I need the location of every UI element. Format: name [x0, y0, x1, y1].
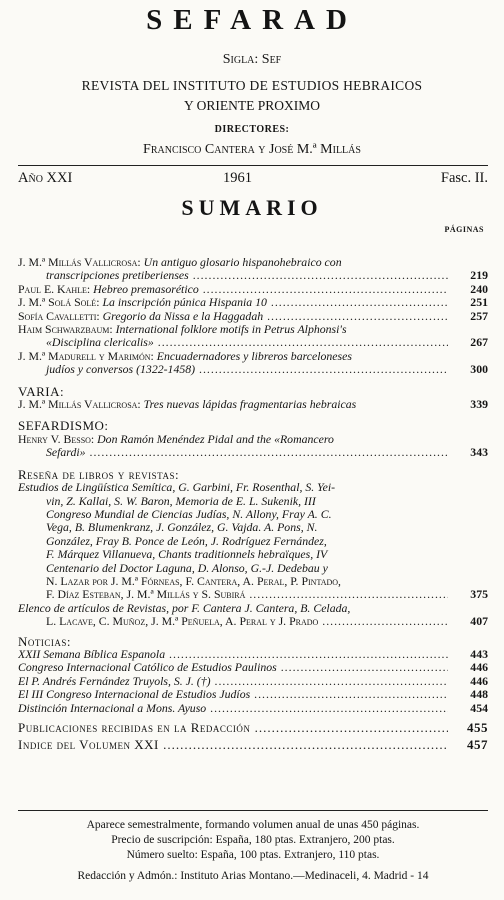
article-title: Tres nuevas lápidas fragmentarias hebraicas [143, 398, 357, 412]
toc-entry [18, 688, 488, 701]
issue-year: 1961 [223, 170, 252, 186]
article-title: International folklore motifs in Petrus Alphonsi's [115, 323, 347, 337]
sigla: Sigla: Sef [222, 52, 282, 67]
fascicle: Fasc. II. [440, 170, 488, 186]
directores-label: DIRECTORES: [214, 124, 290, 135]
news-title: El P. Andrés Fernández Truyols, S. J. (†) [18, 674, 211, 688]
indice-label: Indice del Volumen XXI [18, 738, 159, 752]
review-line: F. Márquez Villanueva, Chants traditionnels hebraïques, IV [46, 548, 328, 562]
article-page: 343 [470, 445, 488, 460]
article-title-cont: judíos y conversos (1322-1458) [46, 363, 196, 377]
news-title: XXII Semana Bíblica Espanola [18, 647, 166, 661]
toc-entry [18, 310, 488, 323]
article-page: 267 [470, 335, 488, 350]
editors: Francisco Cantera y José M.ª Millás [143, 142, 361, 157]
article-author: J. M.ª Solá Solé: [18, 296, 100, 310]
article-page: 240 [470, 281, 488, 296]
toc-entry [18, 675, 488, 688]
publicaciones-label: Publicaciones recibidas en la Redacción [18, 721, 251, 735]
toc-entry [18, 296, 488, 309]
article-page: 443 [470, 646, 488, 661]
summary-title: SUMARIO [181, 195, 323, 220]
toc-entry [18, 702, 488, 715]
review-line: Elenco de artículos de Revistas, por F. Cantera J. Cantera, B. Celada, [18, 601, 351, 615]
review-line: Vega, B. Blumenkranz, J. González, G. Vajda. A. Pons, N. [46, 521, 318, 535]
article-page: 257 [470, 308, 488, 323]
footer-line3: Número suelto: España, 100 ptas. Extranjero, 110 ptas. [126, 849, 380, 861]
review-line: Estudios de Lingüística Semítica, G. Garbini, Fr. Rosenthal, S. Yei- [18, 481, 336, 495]
article-title-cont: transcripciones pretiberienses [46, 269, 189, 283]
article-page: 448 [470, 687, 488, 702]
toc-entry [18, 648, 488, 661]
toc-entry [18, 602, 488, 629]
toc-entry [18, 323, 488, 350]
toc-entry [18, 661, 488, 674]
article-title: La inscripción púnica Hispania 10 [102, 296, 267, 310]
toc-entry [18, 350, 488, 377]
news-title: Distinción Internacional a Mons. Ayuso [18, 701, 207, 715]
article-page: 300 [470, 362, 488, 377]
volume-year: Año XXI [18, 170, 73, 186]
footer-line2: Precio de suscripción: España, 180 ptas. Extranjero, 200 ptas. [111, 834, 395, 846]
article-title: Gregorio da Nissa e la Haggadah [102, 309, 264, 323]
review-line: F. Díaz Esteban, J. M.ª Millás y S. Subirá [46, 588, 246, 602]
pages-label: PÁGINAS [444, 225, 484, 234]
article-author: Henry V. Besso: [18, 432, 95, 446]
toc-entry [18, 433, 488, 460]
article-page: 407 [470, 614, 488, 629]
article-page: 446 [470, 660, 488, 675]
review-line: González, Fray B. Ponce de León, J. Rodríguez Fernández, [46, 534, 327, 548]
toc-entry [18, 256, 488, 283]
article-page: 251 [470, 295, 488, 310]
article-page: 339 [470, 397, 488, 412]
article-author: Haim Schwarzbaum: [18, 323, 113, 337]
section-heading-varia: VARIA: [18, 383, 65, 399]
section-heading-resena: Reseña de libros y revistas: [18, 466, 180, 482]
article-author: J. M.ª Millás Vallicrosa: [18, 398, 141, 412]
article-page: 219 [470, 268, 488, 283]
article-title-cont: Sefardi» [46, 446, 86, 460]
footer-rule [18, 810, 488, 811]
article-author: J. M.ª Millás Vallicrosa: [18, 256, 141, 269]
toc-entry-indice [18, 738, 488, 751]
footer-line1: Aparece semestralmente, formando volumen anual de unas 450 páginas. [86, 819, 420, 831]
toc-entry-publicaciones [18, 721, 488, 734]
header-rule [18, 165, 488, 166]
journal-title: SEFARAD [146, 4, 358, 36]
article-author: Sofía Cavalletti: [18, 309, 100, 323]
review-line: vin, Z. Kallai, S. W. Baron, Memoria de E. L. Sukenik, III [46, 494, 316, 508]
section-heading-sefardismo: SEFARDISMO: [18, 418, 109, 434]
article-page: 457 [467, 737, 488, 753]
article-author: J. M.ª Madurell y Marimón: [18, 349, 154, 363]
subtitle-line2: Y ORIENTE PROXIMO [184, 98, 320, 113]
article-page: 375 [470, 587, 488, 602]
review-line: Centenario del Doctor Laguna, D. Alonso, G.-J. Dedebau y [46, 561, 328, 575]
article-page: 455 [467, 720, 488, 735]
toc-entry [18, 283, 488, 296]
footer [18, 818, 488, 884]
article-page: 446 [470, 673, 488, 688]
article-title: Hebreo premasorético [93, 282, 199, 296]
article-author: Paul E. Kahle: [18, 282, 91, 296]
review-line: N. Lazar por J. M.ª Fórneas, F. Cantera, A. Peral, P. Pintado, [46, 574, 341, 588]
review-line: Congreso Mundial de Ciencias Judías, N. Allony, Fray A. C. [46, 507, 332, 521]
article-title-cont: «Disciplina clericalis» [46, 336, 154, 350]
news-title: El III Congreso Internacional de Estudios Judíos [18, 688, 251, 702]
toc-entry [18, 481, 488, 602]
news-title: Congreso Internacional Católico de Estudios Paulinos [18, 661, 277, 675]
review-line: L. Lacave, C. Muñoz, J. M.ª Peñuela, A. Peral y J. Prado [46, 615, 319, 629]
article-title: Un antiguo glosario hispanohebraico con [143, 256, 342, 269]
article-title: Encuadernadores y libreros barceloneses [156, 349, 352, 363]
footer-line4: Redacción y Admón.: Instituto Arias Montano.—Medinaceli, 4. Madrid - 14 [77, 870, 429, 882]
table-of-contents [18, 256, 488, 752]
section-heading-noticias: Noticias: [18, 633, 71, 649]
subtitle-line1: REVISTA DEL INSTITUTO DE ESTUDIOS HEBRAICOS [81, 78, 423, 93]
article-page: 454 [470, 700, 488, 715]
article-title: Don Ramón Menéndez Pidal and the «Romancero [97, 432, 334, 446]
toc-entry [18, 398, 488, 411]
